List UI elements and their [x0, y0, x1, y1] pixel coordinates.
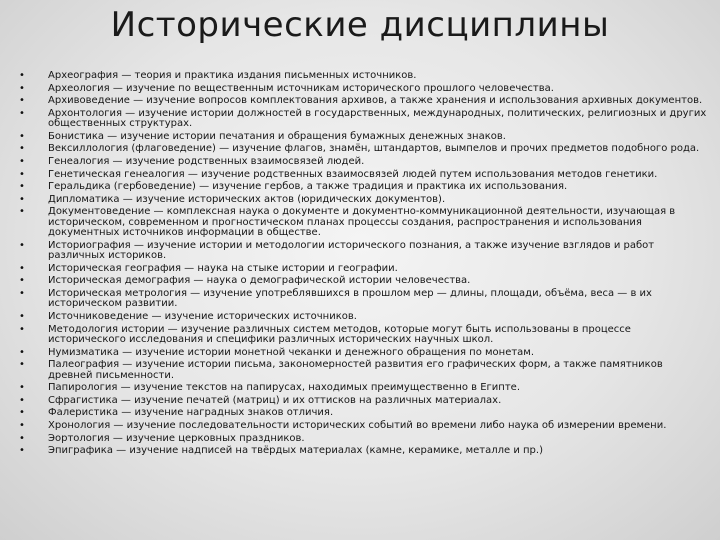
list-item — [19, 446, 709, 456]
list-item-text: Источниковедение — изучение исторических источников. — [48, 310, 357, 322]
slide-title: Исторические дисциплины — [110, 5, 610, 45]
list-item — [19, 276, 709, 286]
list-item — [19, 170, 709, 180]
list-item — [19, 264, 709, 274]
list-item — [19, 325, 709, 346]
bullet-icon: • — [19, 239, 25, 251]
list-item-text: Методология истории — изучение различных систем методов, которые могут быть использованы в процессе исторического исследования и специфики различных исторических научных школ. — [48, 323, 631, 345]
list-item — [19, 195, 709, 205]
list-item — [19, 434, 709, 444]
list-item — [19, 360, 709, 381]
list-item — [19, 109, 709, 130]
list-item — [19, 396, 709, 406]
list-item — [19, 383, 709, 393]
list-item — [19, 408, 709, 418]
list-item — [19, 289, 709, 310]
list-item-text: Эортология — изучение церковных праздников. — [48, 432, 305, 444]
bullet-icon: • — [19, 82, 25, 94]
list-item-text: Вексиллология (флаговедение) — изучение флагов, знамён, штандартов, вымпелов и прочих предметов подобного рода. — [48, 143, 700, 155]
list-item-text: Нумизматика — изучение истории монетной чеканки и денежного обращения по монетам. — [48, 346, 535, 358]
list-item — [19, 182, 709, 192]
list-item-text: Хронология — изучение последовательности исторических событий во времени либо наука об измерении времени. — [48, 419, 667, 431]
list-item-text: Сфрагистика — изучение печатей (матриц) и их оттисков на различных материалах. — [48, 394, 502, 406]
list-item-text: Историография — изучение истории и методологии исторического познания, а также изучение взглядов и работ различных историков. — [48, 239, 655, 262]
bullet-icon: • — [19, 70, 25, 81]
bullet-icon: • — [19, 130, 25, 142]
bullet-icon: • — [19, 95, 25, 107]
bullet-icon: • — [19, 310, 25, 322]
bullet-icon: • — [19, 432, 25, 444]
bullet-icon: • — [19, 394, 25, 406]
bullet-icon: • — [19, 419, 25, 431]
bullet-icon: • — [19, 287, 25, 299]
list-item — [19, 207, 709, 238]
list-item-text: Археология — изучение по вещественным источникам исторического прошлого человечества. — [48, 82, 554, 94]
list-item — [19, 241, 709, 262]
list-item — [19, 84, 709, 94]
bullet-icon: • — [19, 407, 25, 419]
bullet-icon: • — [19, 323, 25, 335]
list-item-text: Дипломатика — изучение исторических актов (юридических документов). — [48, 193, 446, 205]
bullet-icon: • — [19, 206, 25, 218]
list-item — [19, 71, 709, 81]
bullet-icon: • — [19, 168, 25, 180]
list-item-text: Эпиграфика — изучение надписей на твёрдых материалах (камне, керамике, металле и пр.) — [48, 445, 543, 457]
list-item-text: Фалеристика — изучение наградных знаков отличия. — [48, 407, 334, 419]
list-item — [19, 312, 709, 322]
bullet-icon: • — [19, 346, 25, 358]
list-item — [19, 132, 709, 142]
list-item-text: Генеалогия — изучение родственных взаимосвязей людей. — [48, 155, 365, 167]
bullet-icon: • — [19, 262, 25, 274]
list-item-text: Палеография — изучение истории письма, закономерностей развития его графических форм, а также памятников древней письменности. — [48, 359, 663, 381]
bullet-icon: • — [19, 107, 25, 119]
bullet-icon: • — [19, 445, 25, 457]
bullet-icon: • — [19, 181, 25, 193]
list-item-text: Папирология — изучение текстов на папирусах, находимых преимущественно в Египте. — [48, 382, 520, 394]
list-item-text: Геральдика (гербоведение) — изучение гербов, а также традиция и практика их использования. — [48, 181, 568, 193]
list-item-text: Архивоведение — изучение вопросов комплектования архивов, а также хранения и использования архивных документов. — [48, 95, 703, 107]
bullet-icon: • — [19, 275, 25, 287]
list-item — [19, 144, 709, 154]
list-item-text: Археография — теория и практика издания письменных источников. — [48, 70, 417, 81]
list-item-text: Историческая демография — наука о демографической истории человечества. — [48, 275, 471, 287]
discipline-list — [19, 71, 709, 459]
bullet-icon: • — [19, 143, 25, 155]
bullet-icon: • — [19, 359, 25, 371]
list-item — [19, 96, 709, 106]
list-item-text: Историческая метрология — изучение употреблявшихся в прошлом мер — длины, площади, объёма, веса — в их историческом развитии. — [48, 287, 652, 310]
list-item — [19, 348, 709, 358]
list-item — [19, 157, 709, 167]
list-item-text: Историческая география — наука на стыке истории и географии. — [48, 262, 398, 274]
list-item-text: Архонтология — изучение истории должностей в государственных, международных, политических, религиозных и других общественных структурах. — [48, 107, 707, 130]
bullet-icon: • — [19, 193, 25, 205]
list-item-text: Бонистика — изучение истории печатания и обращения бумажных денежных знаков. — [48, 130, 506, 142]
bullet-icon: • — [19, 382, 25, 394]
bullet-icon: • — [19, 155, 25, 167]
list-item-text: Генетическая генеалогия — изучение родственных взаимосвязей людей путем использования методов генетики. — [48, 168, 658, 180]
list-item-text: Документоведение — комплексная наука о документе и документно-коммуникационной деятельности, изучающая в историческом, современном и прогностическом планах процессы создания, распространения и использования документных источников информации в обществе. — [48, 206, 676, 239]
list-item — [19, 421, 709, 431]
